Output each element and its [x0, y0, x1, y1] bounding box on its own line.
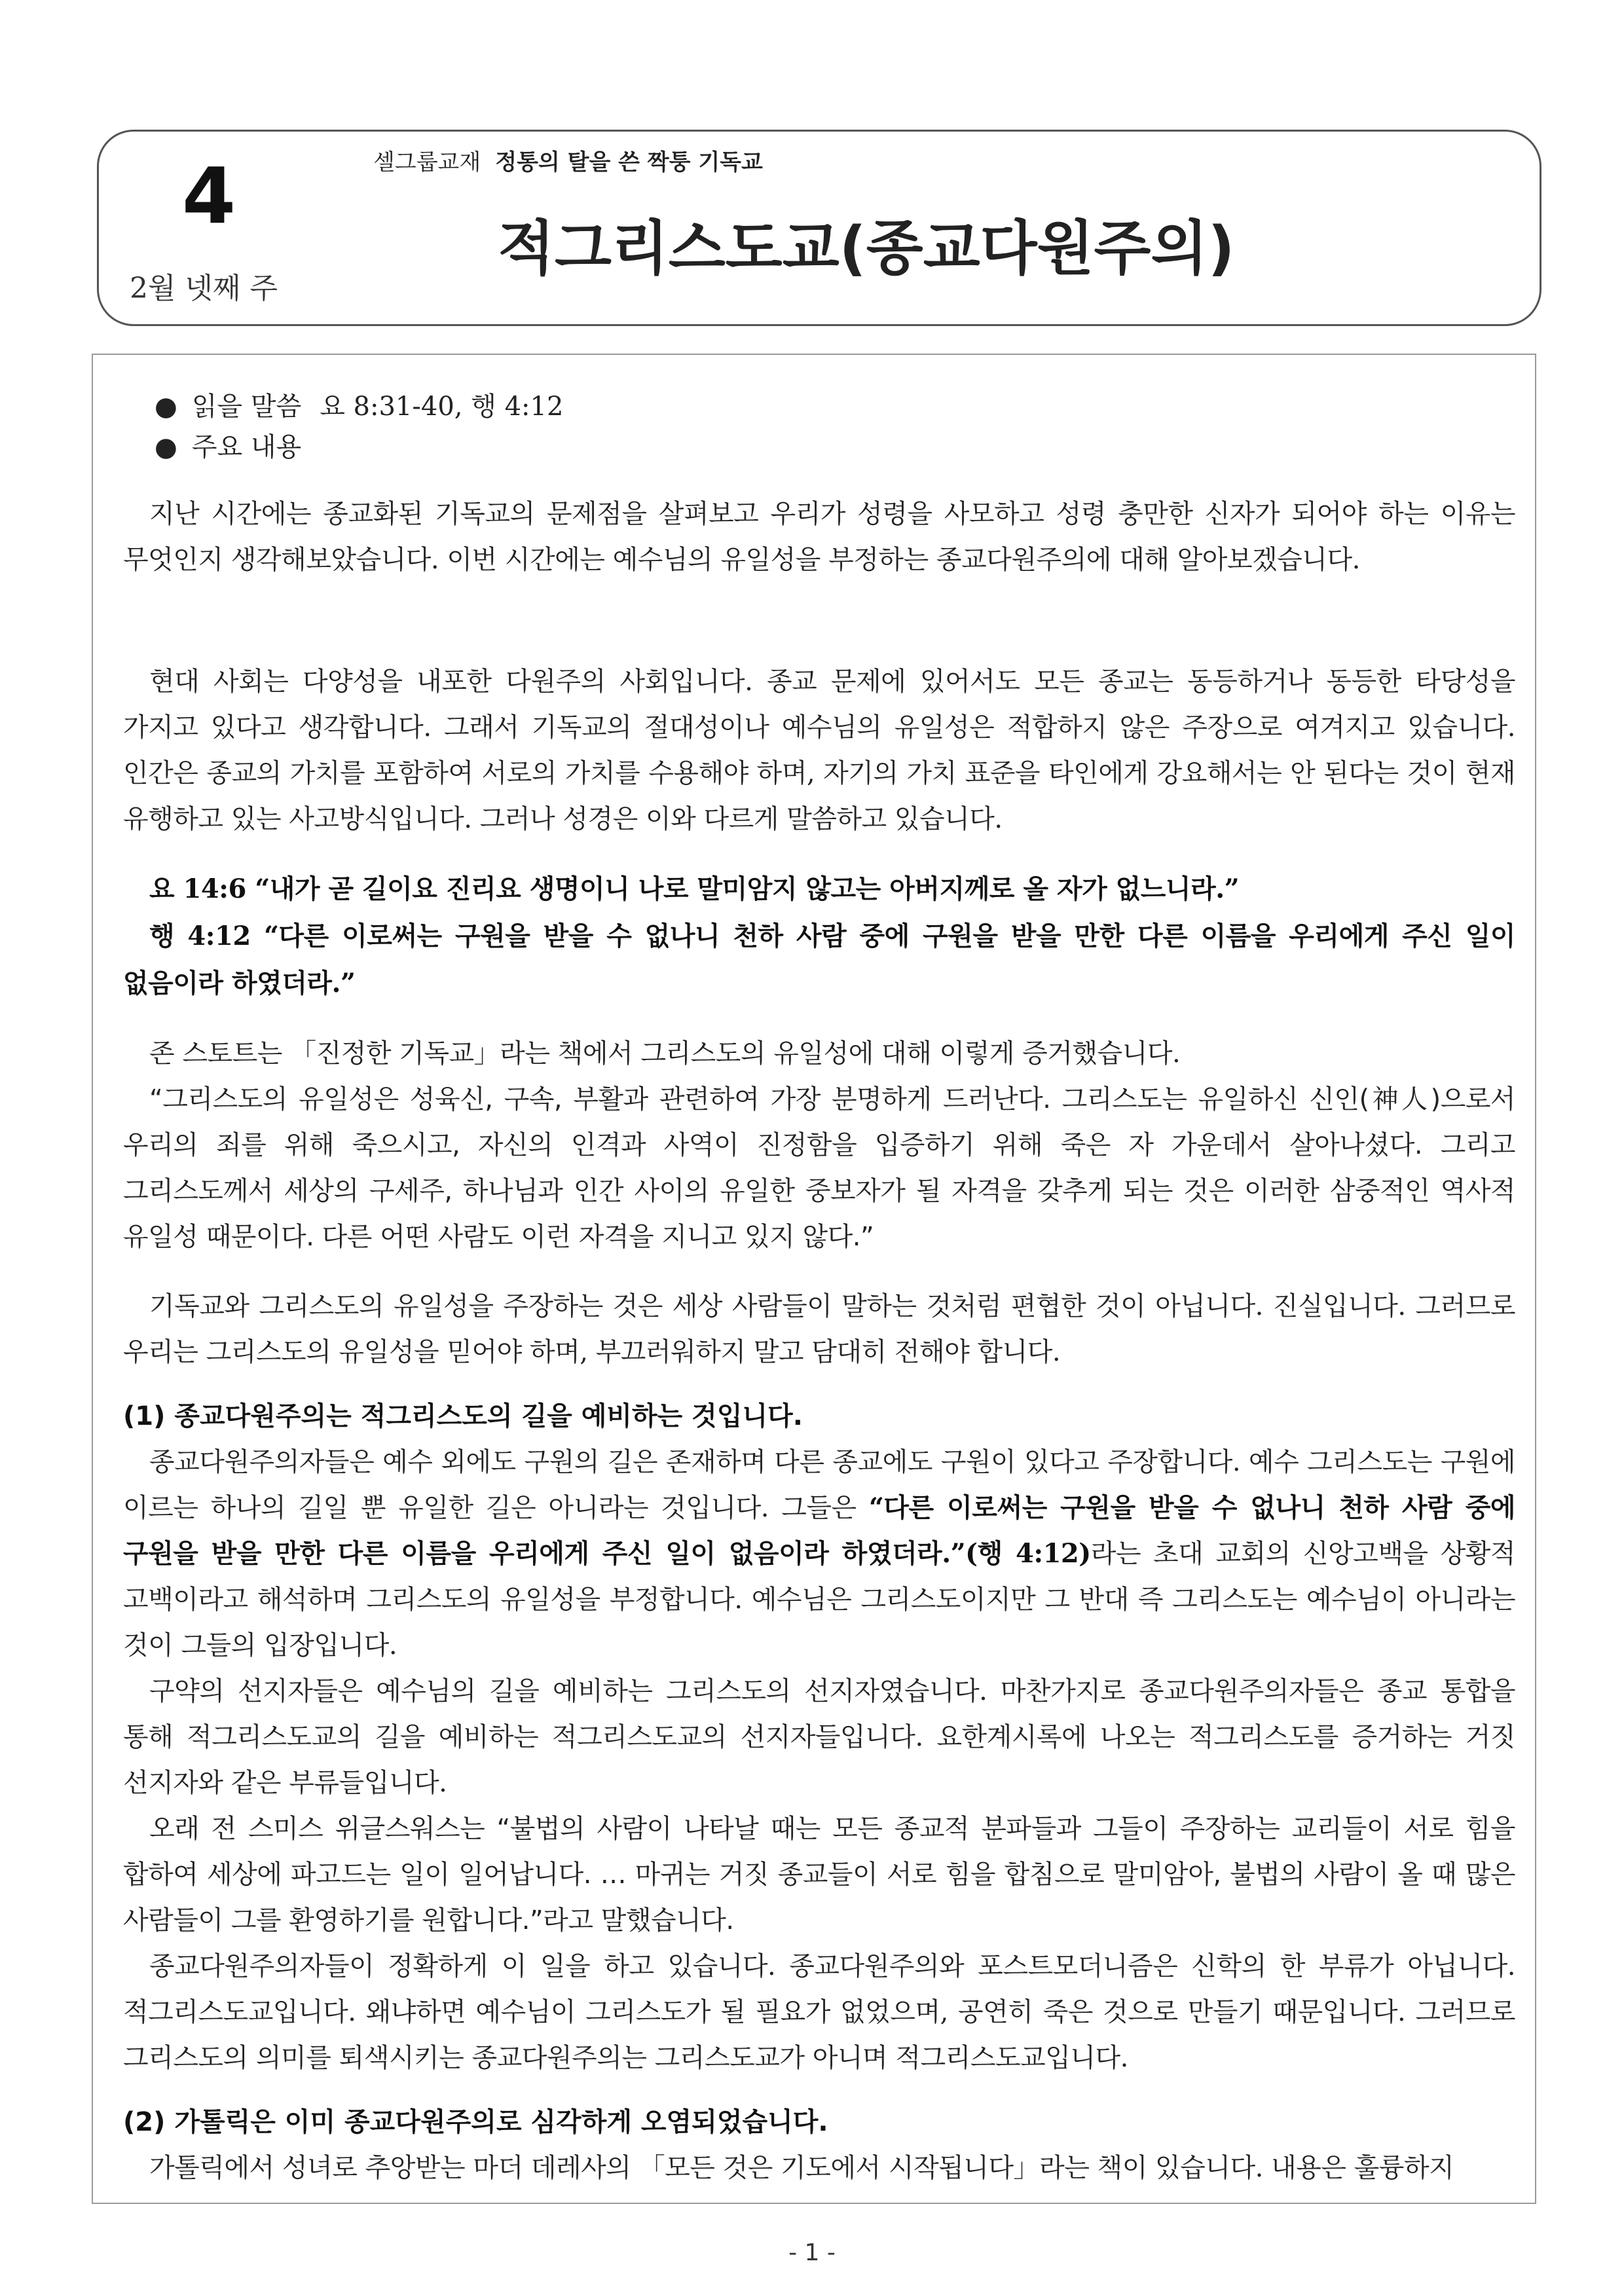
section1-paragraph-3: 오래 전 스미스 위글스워스는 “불법의 사람이 나타날 때는 모든 종교적 분파들과 그들이 주장하는 교리들이 서로 힘을 합하여 세상에 파고드는 일이 일어납니다. … 마귀는 거짓 종교들이 서로 힘을 합침으로 말미암아, 불법의 사람이 올 때 많은 사람들이 그를 환영하기를 원합니다.”라고 말했습니다. — [123, 1814, 1515, 1936]
reading-bullet — [155, 386, 1515, 427]
verse-acts-4-12: 행 4:12 “다른 이로써는 구원을 받을 수 없나니 천하 사람 중에 구원을 받을 만한 다른 이름을 우리에게 주신 일이 없음이라 하였더라.” — [123, 921, 1515, 999]
verse-john-14-6: 요 14:6 “내가 곧 길이요 진리요 생명이니 나로 말미암지 않고는 아버지께로 올 자가 없느니라.” — [149, 873, 1240, 904]
section1-text-b: 라는 초대 교회의 신앙고백을 상황적 고백이라고 해석하며 그리스도의 유일성을 부정합니다. 예수님은 그리스도이지만 그 반대 즉 그리스도는 예수님이 아니라는 것이 그들의 입장입니다. — [123, 1539, 1515, 1661]
summary-bullet — [155, 427, 1515, 468]
section-heading-1: (1) 종교다원주의는 적그리스도의 길을 예비하는 것입니다. — [123, 1401, 803, 1431]
spacer — [123, 583, 1515, 659]
stott-quote-paragraph: “그리스도의 유일성은 성육신, 구속, 부활과 관련하여 가장 분명하게 드러난다. 그리스도는 유일하신 신인(神人)으로서 우리의 죄를 위해 죽으시고, 자신의 인격과 사역이 진정함을 입증하기 위해 죽은 자 가운데서 살아나셨다. 그리고 그리스도께서 세상의 구세주, 하나님과 인간 사이의 유일한 중보자가 될 자격을 갖추게 되는 것은 이러한 삼중적인 역사적 유일성 때문이다. 다른 어떤 사람도 이런 자격을 지니고 있지 않다.” — [123, 1084, 1515, 1252]
section1-paragraph-4: 종교다원주의자들이 정확하게 이 일을 하고 있습니다. 종교다원주의와 포스트모더니즘은 신학의 한 부류가 아닙니다. 적그리스도교입니다. 왜냐하면 예수님이 그리스도가 될 필요가 없었으며, 공연히 죽은 것으로 만들기 때문입니다. 그러므로 그리스도의 의미를 퇴색시키는 종교다원주의는 그리스도교가 아니며 적그리스도교입니다. — [123, 1951, 1515, 2073]
bullet-dot-icon: ● — [155, 432, 177, 462]
spacer — [123, 1007, 1515, 1031]
page-title: 적그리스도교(종교다원주의) — [498, 214, 1235, 283]
book-title: 정통의 탈을 쓴 짝퉁 기독교 — [495, 149, 763, 175]
bullet-dot-icon: ● — [155, 392, 177, 422]
stott-intro-paragraph: 존 스토트는 「진정한 기독교」라는 책에서 그리스도의 유일성에 대해 이렇게 증거했습니다. — [149, 1038, 1181, 1069]
section1-paragraph-1 — [123, 1439, 1515, 1668]
page-number: - 1 - — [788, 2239, 836, 2266]
reading-reference: 요 8:31-40, 행 4:12 — [320, 392, 564, 422]
reading-label: 읽을 말씀 — [191, 392, 302, 422]
week-number: 4 — [182, 151, 236, 241]
series-label: 셀그룹교재 — [373, 149, 481, 175]
series-line — [373, 144, 763, 176]
content-frame — [92, 354, 1536, 2204]
section1-paragraph-2: 구약의 선지자들은 예수님의 길을 예비하는 그리스도의 선지자였습니다. 마찬가지로 종교다원주의자들은 종교 통합을 통해 적그리스도교의 길을 예비하는 적그리스도교의 선지자들입니다. 요한계시록에 나오는 적그리스도를 증거하는 거짓 선지자와 같은 부류들입니다. — [123, 1676, 1515, 1798]
spacer — [123, 842, 1515, 866]
section-heading-2: (2) 가톨릭은 이미 종교다원주의로 심각하게 오염되었습니다. — [123, 2107, 828, 2137]
society-paragraph: 현대 사회는 다양성을 내포한 다원주의 사회입니다. 종교 문제에 있어서도 모든 종교는 동등하거나 동등한 타당성을 가지고 있다고 생각합니다. 그래서 기독교의 절대성이나 예수님의 유일성은 적합하지 않은 주장으로 여겨지고 있습니다. 인간은 종교의 가치를 포함하여 서로의 가치를 수용해야 하며, 자기의 가치 표준을 타인에게 강요해서는 안 된다는 것이 현재 유행하고 있는 사고방식입니다. 그러나 성경은 이와 다르게 말씀하고 있습니다. — [123, 667, 1515, 834]
intro-paragraph: 지난 시간에는 종교화된 기독교의 문제점을 살펴보고 우리가 성령을 사모하고 성령 충만한 신자가 되어야 하는 이유는 무엇인지 생각해보았습니다. 이번 시간에는 예수님의 유일성을 부정하는 종교다원주의에 대해 알아보겠습니다. — [123, 499, 1515, 575]
spacer — [123, 1260, 1515, 1283]
section1-text-a: 종교다원주의자들은 예수 외에도 구원의 길은 존재하며 다른 종교에도 구원이 있다고 주장합니다. 예수 그리스도는 구원에 이르는 하나의 길일 뿐 유일한 길은 아니라는 것입니다. 그들은 — [123, 1447, 1515, 1523]
section1-acts-quote: “다른 이로써는 구원을 받을 수 없나니 천하 사람 중에 구원을 받을 만한 다른 이름을 우리에게 주신 일이 없음이라 하였더라.”(행 4:12) — [123, 1492, 1515, 1569]
summary-label: 주요 내용 — [191, 432, 302, 462]
spacer — [123, 468, 1515, 491]
section2-paragraph-1: 가톨릭에서 성녀로 추앙받는 마더 데레사의 「모든 것은 기도에서 시작됩니다」라는 책이 있습니다. 내용은 훌륭하지 — [149, 2153, 1454, 2183]
truth-paragraph: 기독교와 그리스도의 유일성을 주장하는 것은 세상 사람들이 말하는 것처럼 편협한 것이 아닙니다. 진실입니다. 그러므로 우리는 그리스도의 유일성을 믿어야 하며, 부끄러워하지 말고 담대히 전해야 합니다. — [123, 1291, 1515, 1367]
week-label: 2월 넷째 주 — [130, 272, 278, 305]
